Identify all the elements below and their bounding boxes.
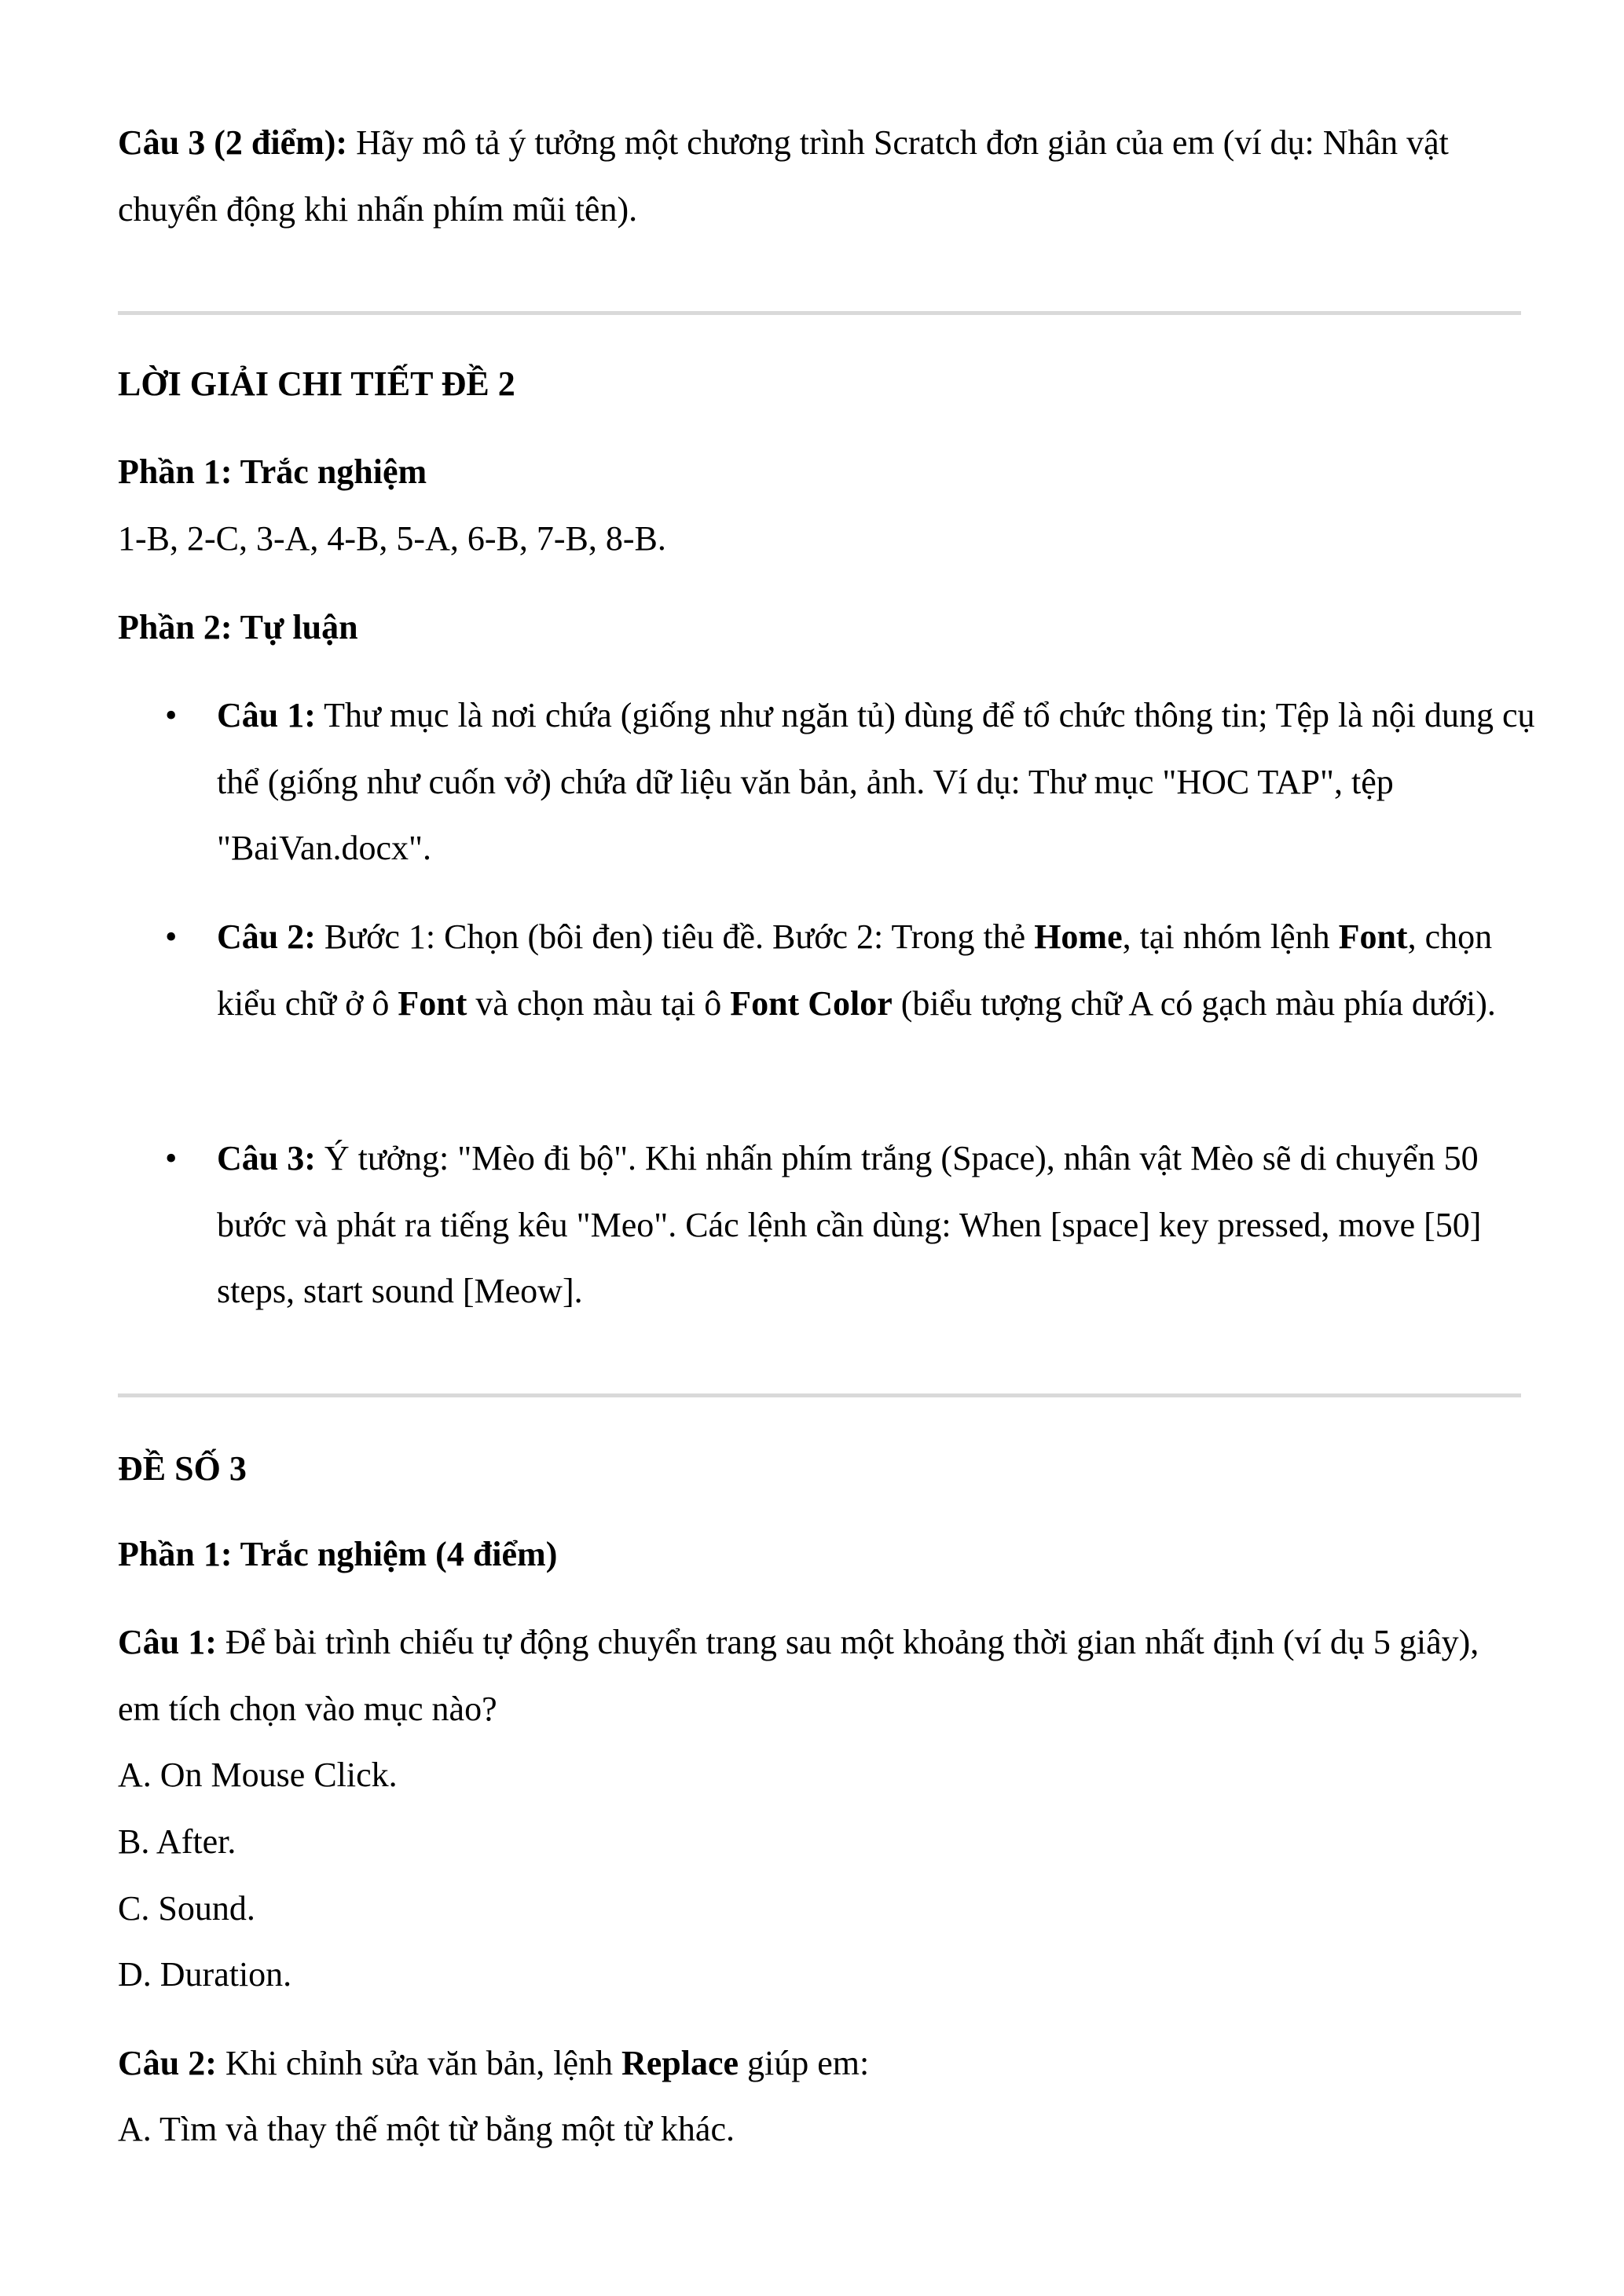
divider <box>118 311 1521 315</box>
text: , tại nhóm lệnh <box>1122 917 1339 956</box>
part2-heading: Phần 2: Tự luận <box>118 608 358 646</box>
answer-item-3 <box>217 1126 1537 1325</box>
solution-title: LỜI GIẢI CHI TIẾT ĐỀ 2 <box>118 364 515 403</box>
q1-option-d: D. Duration. <box>118 1955 292 1994</box>
part1-heading: Phần 1: Trắc nghiệm <box>118 452 427 491</box>
bullet-icon: • <box>165 696 178 734</box>
bold-text: Câu 1: <box>118 1623 217 1661</box>
q2-option-a: A. Tìm và thay thế một từ bằng một từ khác. <box>118 2110 735 2148</box>
text: giúp em: <box>739 2044 870 2082</box>
bold-text: Font <box>1338 917 1408 956</box>
exam3-question-2 <box>118 2031 1532 2097</box>
bold-text: Home <box>1034 917 1123 956</box>
text: Ý tưởng: "Mèo đi bộ". Khi nhấn phím trắng (Space), nhân vật Mèo sẽ di chuyển 50 bước và phát ra tiếng kêu "Meo". Các lệnh cần dùng: When [space] key pressed, move [50] steps, start sound [Meow]. <box>217 1139 1482 1310</box>
bold-text: Font <box>398 983 467 1023</box>
divider <box>118 1393 1521 1397</box>
bold-text: Replace <box>621 2044 739 2082</box>
answer-item-2 <box>217 904 1537 1037</box>
text: Khi chỉnh sửa văn bản, lệnh <box>216 2044 621 2082</box>
bold-text: Câu 1: <box>217 696 316 734</box>
text: (biểu tượng chữ A có gạch màu phía dưới). <box>892 983 1496 1023</box>
bold-text: Câu 2: <box>217 917 316 956</box>
bullet-icon: • <box>165 1139 178 1177</box>
exam3-part1-heading: Phần 1: Trắc nghiệm (4 điểm) <box>118 1535 558 1573</box>
exam3-question-1 <box>118 1609 1524 1742</box>
answer-item-1 <box>217 683 1537 882</box>
bold-text: Font Color <box>730 983 893 1023</box>
text: Hãy mô tả ý tưởng một chương trình Scratch đơn giản của em (ví dụ: Nhân vật chuyển động khi nhấn phím mũi tên). <box>118 123 1449 229</box>
previous-question-3 <box>118 110 1524 243</box>
q1-option-b: B. After. <box>118 1822 236 1861</box>
exam3-title: ĐỀ SỐ 3 <box>118 1449 247 1488</box>
bold-text: Câu 2: <box>118 2044 217 2082</box>
bold-text: Câu 3 (2 điểm): <box>118 123 348 162</box>
part1-answers: 1-B, 2-C, 3-A, 4-B, 5-A, 6-B, 7-B, 8-B. <box>118 519 666 558</box>
q1-option-a: A. On Mouse Click. <box>118 1756 398 1794</box>
text: Để bài trình chiếu tự động chuyển trang sau một khoảng thời gian nhất định (ví dụ 5 giây), em tích chọn vào mục nào? <box>118 1623 1479 1728</box>
q1-option-c: C. Sound. <box>118 1889 255 1928</box>
text: Bước 1: Chọn (bôi đen) tiêu đề. Bước 2: Trong thẻ <box>315 917 1035 956</box>
bold-text: Câu 3: <box>217 1139 316 1177</box>
text: , chọn kiểu chữ ở ô <box>217 917 1493 1023</box>
text: Thư mục là nơi chứa (giống như ngăn tủ) dùng để tổ chức thông tin; Tệp là nội dung cụ thể (giống như cuốn vở) chứa dữ liệu văn bản, ảnh. Ví dụ: Thư mục "HOC TAP", tệp "BaiVan.docx". <box>217 696 1535 867</box>
text: và chọn màu tại ô <box>467 983 731 1023</box>
bullet-icon: • <box>165 917 178 956</box>
